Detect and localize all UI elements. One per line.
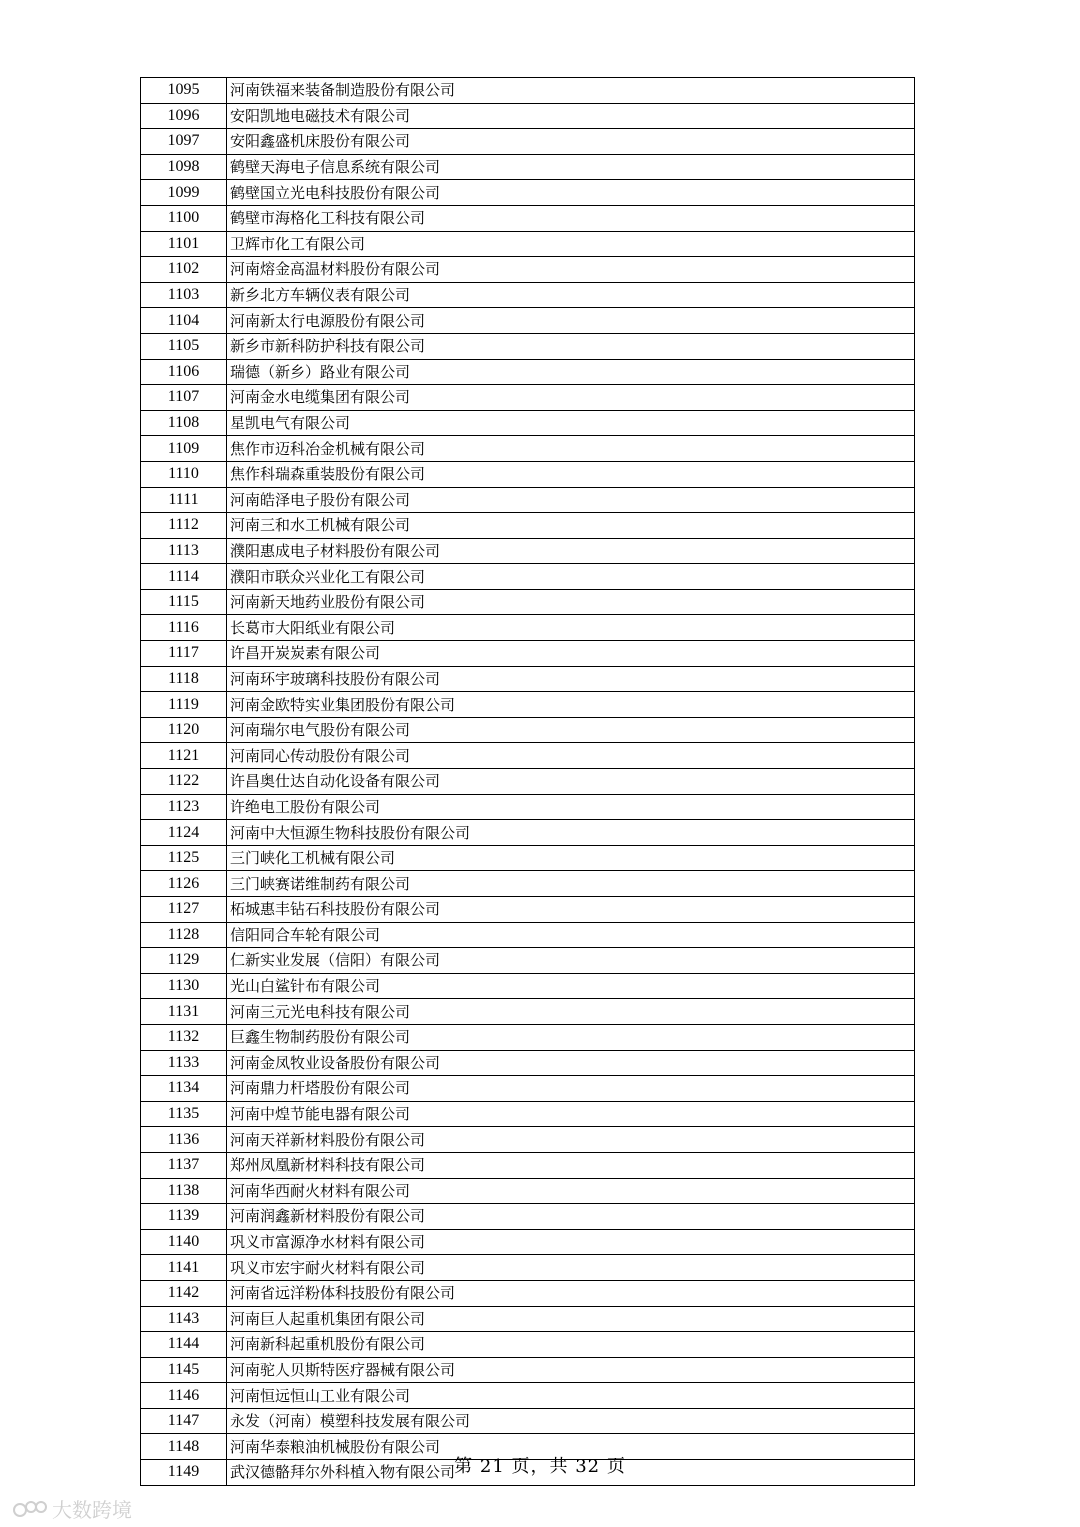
company-name: 河南华西耐火材料有限公司	[227, 1178, 915, 1204]
table-row	[141, 359, 915, 385]
row-number: 1134	[141, 1076, 227, 1102]
company-name: 柘城惠丰钻石科技股份有限公司	[227, 897, 915, 923]
company-name: 三门峡赛诺维制药有限公司	[227, 871, 915, 897]
company-name: 武汉德骼拜尔外科植入物有限公司	[227, 1460, 915, 1486]
row-number: 1123	[141, 794, 227, 820]
company-name: 星凯电气有限公司	[227, 410, 915, 436]
row-number: 1144	[141, 1332, 227, 1358]
row-number: 1117	[141, 641, 227, 667]
table-row	[141, 282, 915, 308]
table-row	[141, 410, 915, 436]
row-number: 1096	[141, 103, 227, 129]
company-name: 河南环宇玻璃科技股份有限公司	[227, 666, 915, 692]
row-number: 1103	[141, 282, 227, 308]
row-number: 1110	[141, 461, 227, 487]
table-row	[141, 231, 915, 257]
row-number: 1147	[141, 1408, 227, 1434]
company-name: 河南金欧特实业集团股份有限公司	[227, 692, 915, 718]
row-number: 1122	[141, 769, 227, 795]
company-name: 河南中大恒源生物科技股份有限公司	[227, 820, 915, 846]
row-number: 1099	[141, 180, 227, 206]
company-name: 河南铁福来装备制造股份有限公司	[227, 78, 915, 104]
table-row	[141, 973, 915, 999]
row-number: 1130	[141, 973, 227, 999]
company-name: 新乡市新科防护科技有限公司	[227, 333, 915, 359]
table-row	[141, 1332, 915, 1358]
table-row	[141, 1076, 915, 1102]
table-row	[141, 948, 915, 974]
row-number: 1135	[141, 1101, 227, 1127]
table-row	[141, 1024, 915, 1050]
table-row	[141, 1050, 915, 1076]
company-name: 河南三元光电科技有限公司	[227, 999, 915, 1025]
row-number: 1109	[141, 436, 227, 462]
table-row	[141, 385, 915, 411]
company-name: 鹤壁国立光电科技股份有限公司	[227, 180, 915, 206]
table-row	[141, 743, 915, 769]
table-row	[141, 1127, 915, 1153]
table-row	[141, 1152, 915, 1178]
row-number: 1098	[141, 154, 227, 180]
row-number: 1095	[141, 78, 227, 104]
row-number: 1116	[141, 615, 227, 641]
row-number: 1133	[141, 1050, 227, 1076]
page-footer: 第 21 页，共 32 页	[454, 1456, 626, 1477]
company-name: 巩义市富源净水材料有限公司	[227, 1229, 915, 1255]
row-number: 1136	[141, 1127, 227, 1153]
row-number: 1141	[141, 1255, 227, 1281]
company-name: 许绝电工股份有限公司	[227, 794, 915, 820]
row-number: 1104	[141, 308, 227, 334]
row-number: 1143	[141, 1306, 227, 1332]
row-number: 1140	[141, 1229, 227, 1255]
row-number: 1108	[141, 410, 227, 436]
row-number: 1148	[141, 1434, 227, 1460]
table-row	[141, 1408, 915, 1434]
row-number: 1127	[141, 897, 227, 923]
table-row	[141, 1255, 915, 1281]
row-number: 1097	[141, 129, 227, 155]
company-name: 信阳同合车轮有限公司	[227, 922, 915, 948]
table-row	[141, 436, 915, 462]
company-name: 濮阳市联众兴业化工有限公司	[227, 564, 915, 590]
company-name: 濮阳惠成电子材料股份有限公司	[227, 538, 915, 564]
company-name: 鹤壁市海格化工科技有限公司	[227, 205, 915, 231]
row-number: 1137	[141, 1152, 227, 1178]
row-number: 1107	[141, 385, 227, 411]
table-row	[141, 845, 915, 871]
table-row	[141, 794, 915, 820]
company-name: 河南金凤牧业设备股份有限公司	[227, 1050, 915, 1076]
company-name: 河南新太行电源股份有限公司	[227, 308, 915, 334]
table-row	[141, 1229, 915, 1255]
company-name: 郑州凤凰新材料科技有限公司	[227, 1152, 915, 1178]
row-number: 1111	[141, 487, 227, 513]
row-number: 1138	[141, 1178, 227, 1204]
table-row	[141, 589, 915, 615]
company-name: 河南天祥新材料股份有限公司	[227, 1127, 915, 1153]
row-number: 1128	[141, 922, 227, 948]
watermark-text: 大数跨境	[52, 1498, 132, 1522]
company-name: 河南三和水工机械有限公司	[227, 513, 915, 539]
row-number: 1120	[141, 717, 227, 743]
table-row	[141, 692, 915, 718]
row-number: 1146	[141, 1383, 227, 1409]
table-row	[141, 180, 915, 206]
brand-logo-icon	[12, 1499, 48, 1519]
table-row	[141, 129, 915, 155]
company-name: 安阳鑫盛机床股份有限公司	[227, 129, 915, 155]
row-number: 1132	[141, 1024, 227, 1050]
table-row	[141, 205, 915, 231]
company-name: 河南新天地药业股份有限公司	[227, 589, 915, 615]
table-row	[141, 103, 915, 129]
company-name: 巨鑫生物制药股份有限公司	[227, 1024, 915, 1050]
row-number: 1121	[141, 743, 227, 769]
table-row	[141, 257, 915, 283]
row-number: 1124	[141, 820, 227, 846]
company-name: 许昌开炭炭素有限公司	[227, 641, 915, 667]
table-row	[141, 1306, 915, 1332]
table-row	[141, 897, 915, 923]
row-number: 1105	[141, 333, 227, 359]
row-number: 1102	[141, 257, 227, 283]
row-number: 1145	[141, 1357, 227, 1383]
table-row	[141, 1280, 915, 1306]
row-number: 1106	[141, 359, 227, 385]
row-number: 1126	[141, 871, 227, 897]
table-row	[141, 461, 915, 487]
company-name: 河南熔金高温材料股份有限公司	[227, 257, 915, 283]
row-number: 1112	[141, 513, 227, 539]
table-row	[141, 154, 915, 180]
company-name: 三门峡化工机械有限公司	[227, 845, 915, 871]
table-row	[141, 564, 915, 590]
table-row	[141, 769, 915, 795]
table-row	[141, 717, 915, 743]
row-number: 1119	[141, 692, 227, 718]
company-name: 河南金水电缆集团有限公司	[227, 385, 915, 411]
company-name: 长葛市大阳纸业有限公司	[227, 615, 915, 641]
table-body	[141, 78, 915, 1486]
company-name: 许昌奥仕达自动化设备有限公司	[227, 769, 915, 795]
company-table	[140, 77, 915, 1486]
company-name: 河南新科起重机股份有限公司	[227, 1332, 915, 1358]
table-row	[141, 999, 915, 1025]
company-name: 河南省远洋粉体科技股份有限公司	[227, 1280, 915, 1306]
row-number: 1113	[141, 538, 227, 564]
table-row	[141, 513, 915, 539]
company-name: 河南润鑫新材料股份有限公司	[227, 1204, 915, 1230]
company-name: 光山白鲨针布有限公司	[227, 973, 915, 999]
company-name: 河南中煌节能电器有限公司	[227, 1101, 915, 1127]
row-number: 1131	[141, 999, 227, 1025]
watermark	[12, 1494, 132, 1523]
company-name: 河南鼎力杆塔股份有限公司	[227, 1076, 915, 1102]
table-row	[141, 666, 915, 692]
company-name: 卫辉市化工有限公司	[227, 231, 915, 257]
company-name: 瑞德（新乡）路业有限公司	[227, 359, 915, 385]
row-number: 1129	[141, 948, 227, 974]
table-row	[141, 538, 915, 564]
row-number: 1149	[141, 1460, 227, 1486]
company-name: 新乡北方车辆仪表有限公司	[227, 282, 915, 308]
table-row	[141, 615, 915, 641]
table-row	[141, 820, 915, 846]
row-number: 1125	[141, 845, 227, 871]
table-row	[141, 1101, 915, 1127]
company-name: 鹤壁天海电子信息系统有限公司	[227, 154, 915, 180]
table-row	[141, 1357, 915, 1383]
row-number: 1100	[141, 205, 227, 231]
company-name: 河南华泰粮油机械股份有限公司	[227, 1434, 915, 1460]
row-number: 1118	[141, 666, 227, 692]
company-name: 河南瑞尔电气股份有限公司	[227, 717, 915, 743]
table-row	[141, 308, 915, 334]
row-number: 1139	[141, 1204, 227, 1230]
company-name: 河南驼人贝斯特医疗器械有限公司	[227, 1357, 915, 1383]
company-name: 安阳凯地电磁技术有限公司	[227, 103, 915, 129]
company-name: 河南同心传动股份有限公司	[227, 743, 915, 769]
company-name: 焦作科瑞森重装股份有限公司	[227, 461, 915, 487]
company-name: 永发（河南）模塑科技发展有限公司	[227, 1408, 915, 1434]
table-row	[141, 1178, 915, 1204]
table-row	[141, 487, 915, 513]
company-name: 巩义市宏宇耐火材料有限公司	[227, 1255, 915, 1281]
table-row	[141, 78, 915, 104]
row-number: 1142	[141, 1280, 227, 1306]
table-row	[141, 1383, 915, 1409]
row-number: 1115	[141, 589, 227, 615]
table-row	[141, 871, 915, 897]
company-name: 仁新实业发展（信阳）有限公司	[227, 948, 915, 974]
row-number: 1114	[141, 564, 227, 590]
table-row	[141, 922, 915, 948]
table-row	[141, 641, 915, 667]
company-name: 河南皓泽电子股份有限公司	[227, 487, 915, 513]
company-name: 河南巨人起重机集团有限公司	[227, 1306, 915, 1332]
table-row	[141, 1204, 915, 1230]
row-number: 1101	[141, 231, 227, 257]
company-name: 河南恒远恒山工业有限公司	[227, 1383, 915, 1409]
company-name: 焦作市迈科冶金机械有限公司	[227, 436, 915, 462]
table-row	[141, 333, 915, 359]
